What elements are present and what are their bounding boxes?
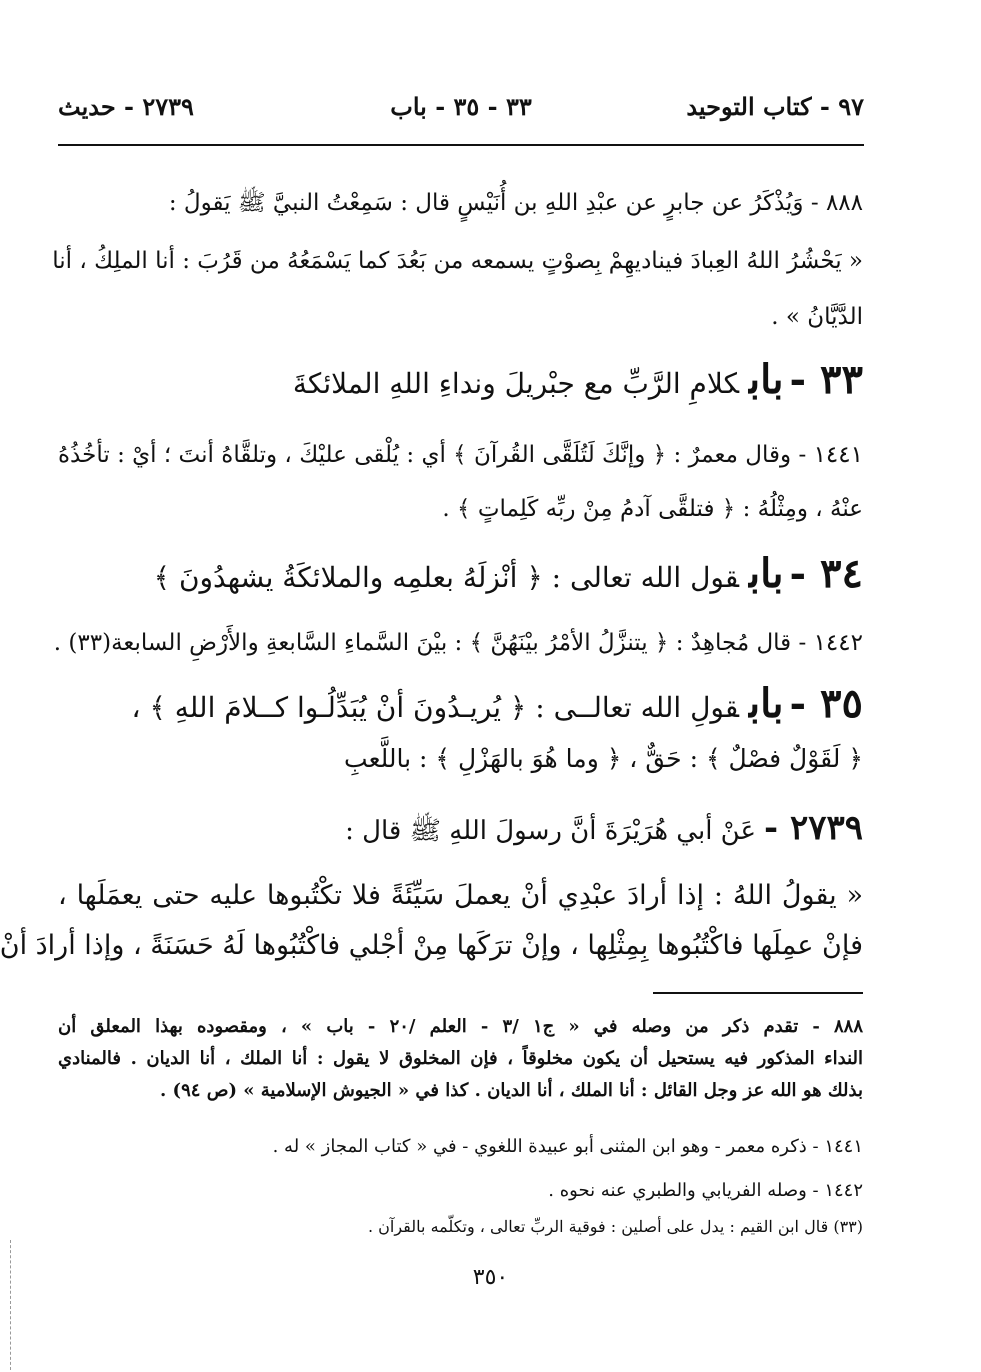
text-line-888-end: الدَّيَّانُ » . bbox=[771, 304, 863, 330]
hadith-heading-2739 bbox=[58, 806, 863, 853]
footnote-33: (٣٣) قال ابن القيم : يدل على أصلين : فوقية الربِّ تعالى ، وتكلّمه بالقرآن . bbox=[367, 1217, 863, 1236]
margin-cut-line bbox=[10, 1240, 11, 1370]
chapter-35-subtitle: ﴿ لَقَوْلٌ فصْلٌ ﴾ : حَقٌّ ، ﴿ وما هُوَ بالهَزْلِ ﴾ : باللَّعبِ bbox=[344, 744, 863, 773]
hadith-number: ٢٧٣٩ - bbox=[764, 808, 863, 848]
text-line-1441-end: عنْهُ ، ومِثْلُهُ : ﴿ فتلقَّى آدمُ مِنْ ربِّه كَلِماتٍ ﴾ . bbox=[442, 496, 863, 522]
chapter-heading-35 bbox=[58, 682, 863, 730]
chapter-label: باب bbox=[749, 550, 784, 597]
chapter-title: قولِ الله تعالــى : ﴿ يُريـدُونَ أنْ يُبَدِّلُـوا كــلامَ اللهِ ﴾ ، bbox=[131, 691, 740, 724]
footnote-888-line-3: بذلك هو الله عز وجل القائل : أنا الملك ، أنا الديان . كذا في « الجيوش الإسلامية » (ص ٩٤) . bbox=[160, 1080, 863, 1101]
header-divider bbox=[58, 144, 864, 146]
chapter-heading-34 bbox=[58, 552, 863, 600]
chapter-number: ٣٤ - bbox=[789, 550, 863, 597]
header-chapters: ٣٣ - ٣٥ - باب bbox=[390, 92, 532, 121]
footnote-888-line-2: النداء المذكور فيه يستحيل أن يكون مخلوقاً ، فإن المخلوق لا يقول : أنا الملك ، أنا الديان . فالمنادي bbox=[58, 1048, 863, 1069]
hadith-text-line-1: « يقولُ اللهُ : إذا أرادَ عبْدِي أنْ يعملَ سَيِّئَةً فلا تكْتُبوها عليه حتى يعمَلَها ، bbox=[58, 880, 863, 911]
header-hadith-number: ٢٧٣٩ - حديث bbox=[58, 92, 194, 121]
footnote-1442: ١٤٤٢ - وصله الفريابي والطبري عنه نحوه . bbox=[548, 1180, 863, 1201]
chapter-heading-33 bbox=[58, 358, 863, 406]
footnote-1441: ١٤٤١ - ذكره معمر - وهو ابن المثنى أبو عبيدة اللغوي - في « كتاب المجاز » له . bbox=[272, 1136, 863, 1157]
text-line-1441: ١٤٤١ - وقال معمرٌ : ﴿ وإنَّكَ لَتُلَقَّى القُرآنَ ﴾ أي : يُلْقى عليْكَ ، وتلقَّاهُ أنتَ ؛ أيْ : تأخُذُهُ bbox=[58, 442, 863, 468]
footnote-divider bbox=[653, 992, 863, 994]
chapter-label: باب bbox=[749, 356, 784, 403]
page-number: ٣٥٠ bbox=[472, 1265, 509, 1290]
header-book-title: ٩٧ - كتاب التوحيد bbox=[686, 92, 864, 121]
chapter-title: قول الله تعالى : ﴿ أنْزلَهُ بعلمِه والملائكَةُ يشهدُونَ ﴾ bbox=[153, 561, 740, 594]
chapter-label: باب bbox=[749, 680, 784, 727]
chapter-title: كلامِ الرَّبِّ مع جبْريلَ ونداءِ اللهِ الملائكةَ bbox=[292, 367, 740, 400]
running-header bbox=[58, 92, 864, 132]
text-line-1442: ١٤٤٢ - قال مُجاهِدٌ : ﴿ يتنزَّلُ الأمْرُ بيْنَهُنَّ ﴾ : بيْنَ السَّماءِ السَّابعةِ والأَرْضِ السابعة(٣٣) . bbox=[53, 630, 863, 656]
hadith-isnad: عَنْ أبي هُرَيْرَةَ أنَّ رسولَ اللهِ ﷺ قال : bbox=[345, 816, 756, 846]
text-line-888-quote: « يَحْشُرُ اللهُ العِبادَ فيناديهِمْ بِصوْتٍ يسمعه من بَعُدَ كما يَسْمَعُهُ من قَرُبَ : أنا الملِكُ ، أنا bbox=[52, 248, 863, 274]
footnote-888-line-1: ٨٨٨ - تقدم ذكر من وصله في « ج١ /٣ - العلم /٢٠ - باب » ، ومقصوده بهذا المعلق أن bbox=[58, 1016, 864, 1037]
hadith-text-line-2: فإنْ عمِلَها فاكْتُبُوها بِمِثْلِها ، وإنْ ترَكَها مِنْ أجْلي فاكْتُبُوها لَهُ حَسَنَةً ، وإذا أرادَ أنْ bbox=[0, 930, 863, 961]
chapter-number: ٣٥ - bbox=[789, 680, 863, 727]
text-line-888: ٨٨٨ - وَيُذْكَرُ عن جابرٍ عن عبْدِ اللهِ بن أُنَيْسٍ قال : سَمِعْتُ النبيَّ ﷺ يَقولُ : bbox=[168, 190, 863, 216]
chapter-number: ٣٣ - bbox=[789, 356, 863, 403]
